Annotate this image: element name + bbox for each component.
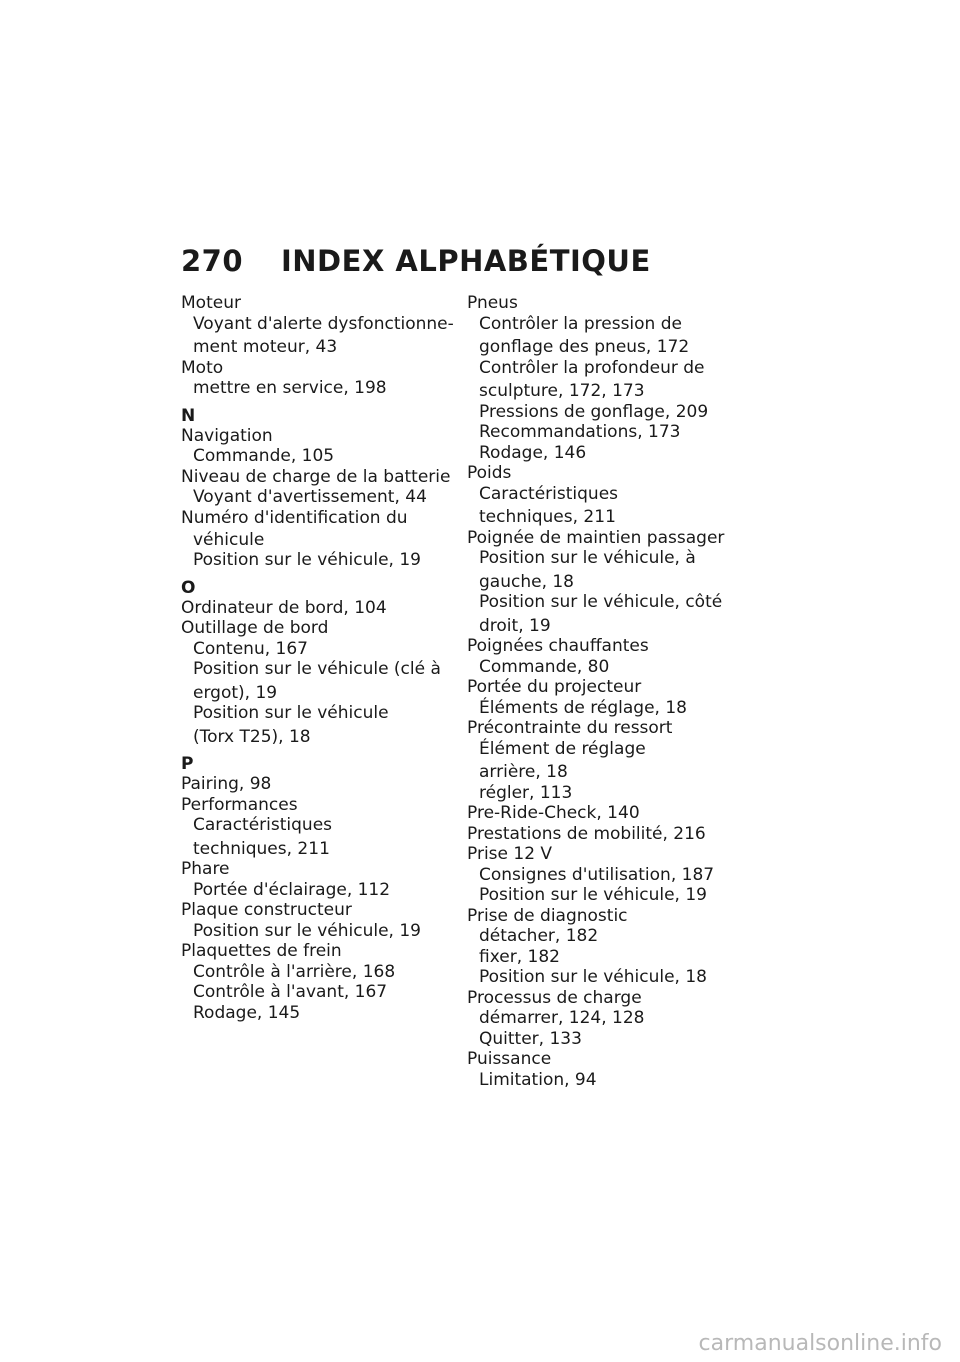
index-entry: Performances xyxy=(181,794,298,815)
index-subentry-continuation: arrière, 18 xyxy=(479,762,568,782)
index-subentry-continuation: gonflage des pneus, 172 xyxy=(479,337,690,357)
page-header xyxy=(181,244,651,284)
index-entry: Numéro d'identification du xyxy=(181,507,408,528)
watermark: carmanualsonline.info xyxy=(698,1331,942,1356)
index-column-right xyxy=(467,293,752,1090)
index-subentry-continuation: (Torx T25), 18 xyxy=(193,726,311,747)
index-letter-heading: O xyxy=(181,577,196,598)
index-entry: Prestations de mobilité, 216 xyxy=(467,823,706,844)
index-subentry-continuation: ergot), 19 xyxy=(193,682,278,703)
index-entry: Ordinateur de bord, 104 xyxy=(181,597,387,618)
index-subentry: Contrôler la pression de xyxy=(479,313,682,334)
index-subentry: fixer, 182 xyxy=(479,946,560,967)
index-subentry: Éléments de réglage, 18 xyxy=(479,697,687,718)
index-entry: Navigation xyxy=(181,425,273,446)
index-entry: Portée du projecteur xyxy=(467,677,642,697)
index-entry: Pre-Ride-Check, 140 xyxy=(467,803,640,823)
index-entry: Niveau de charge de la batterie xyxy=(181,466,451,487)
index-subentry: Élément de réglage xyxy=(479,738,646,759)
index-entry: Moteur xyxy=(181,293,241,313)
index-subentry: Recommandations, 173 xyxy=(479,422,681,442)
index-subentry: régler, 113 xyxy=(479,782,573,803)
index-subentry: Position sur le véhicule, 19 xyxy=(479,885,707,905)
index-subentry: Contrôler la profondeur de xyxy=(479,357,705,378)
index-subentry: Position sur le véhicule, 18 xyxy=(479,967,707,987)
index-entry: Moto xyxy=(181,357,224,378)
index-subentry-continuation: véhicule xyxy=(193,529,265,550)
index-entry: Plaquettes de frein xyxy=(181,941,342,961)
index-subentry: Voyant d'avertissement, 44 xyxy=(193,487,427,507)
index-entry: Poignées chauffantes xyxy=(467,636,649,656)
index-subentry-continuation: ment moteur, 43 xyxy=(193,337,338,357)
index-entry: Puissance xyxy=(467,1049,552,1069)
index-subentry-continuation: gauche, 18 xyxy=(479,571,575,592)
index-subentry: Position sur le véhicule (clé à xyxy=(193,659,441,679)
index-subentry: Quitter, 133 xyxy=(479,1028,582,1049)
index-subentry: Caractéristiques xyxy=(479,483,619,504)
index-entry: Pneus xyxy=(467,293,518,313)
index-entry: Phare xyxy=(181,859,230,879)
index-entry: Prise de diagnostic xyxy=(467,905,628,926)
index-subentry: Limitation, 94 xyxy=(479,1069,597,1090)
index-column-left xyxy=(181,293,456,1023)
index-entry: Précontrainte du ressort xyxy=(467,718,673,738)
index-subentry: Contrôle à l'avant, 167 xyxy=(193,982,388,1002)
index-subentry: Contrôle à l'arrière, 168 xyxy=(193,961,396,982)
index-letter-heading: P xyxy=(181,754,194,774)
index-subentry: Portée d'éclairage, 112 xyxy=(193,879,391,900)
index-letter-heading: N xyxy=(181,405,196,426)
index-subentry-continuation: techniques, 211 xyxy=(479,507,616,527)
index-subentry: Rodage, 146 xyxy=(479,442,587,463)
index-entry: Poignée de maintien passager xyxy=(467,527,725,548)
index-entry: Processus de charge xyxy=(467,987,642,1008)
index-subentry: Position sur le véhicule, 19 xyxy=(193,550,421,570)
index-subentry: détacher, 182 xyxy=(479,926,599,946)
index-subentry: Consignes d'utilisation, 187 xyxy=(479,864,715,885)
index-entry: Plaque constructeur xyxy=(181,900,352,920)
index-subentry-continuation: droit, 19 xyxy=(479,615,551,636)
index-subentry: Pressions de gonflage, 209 xyxy=(479,401,709,422)
index-subentry: Position sur le véhicule, 19 xyxy=(193,920,421,941)
index-subentry: Commande, 105 xyxy=(193,446,335,466)
index-subentry: mettre en service, 198 xyxy=(193,378,387,398)
index-subentry: Position sur le véhicule, à xyxy=(479,548,696,568)
index-subentry-continuation: sculpture, 172, 173 xyxy=(479,381,645,401)
index-subentry: Caractéristiques xyxy=(193,815,333,835)
index-entry: Poids xyxy=(467,463,512,483)
index-subentry: Rodage, 145 xyxy=(193,1002,301,1023)
index-entry: Prise 12 V xyxy=(467,844,553,864)
index-entry: Pairing, 98 xyxy=(181,774,272,794)
index-entry: Outillage de bord xyxy=(181,618,329,638)
index-subentry: Position sur le véhicule, côté xyxy=(479,592,723,612)
index-subentry: démarrer, 124, 128 xyxy=(479,1008,645,1028)
page-number: 270 xyxy=(181,244,244,278)
index-subentry: Voyant d'alerte dysfonctionne- xyxy=(193,313,454,334)
index-subentry: Position sur le véhicule xyxy=(193,703,389,723)
index-subentry: Contenu, 167 xyxy=(193,638,308,659)
page-title: INDEX ALPHABÉTIQUE xyxy=(281,244,651,278)
index-subentry-continuation: techniques, 211 xyxy=(193,838,330,859)
index-subentry: Commande, 80 xyxy=(479,656,610,677)
